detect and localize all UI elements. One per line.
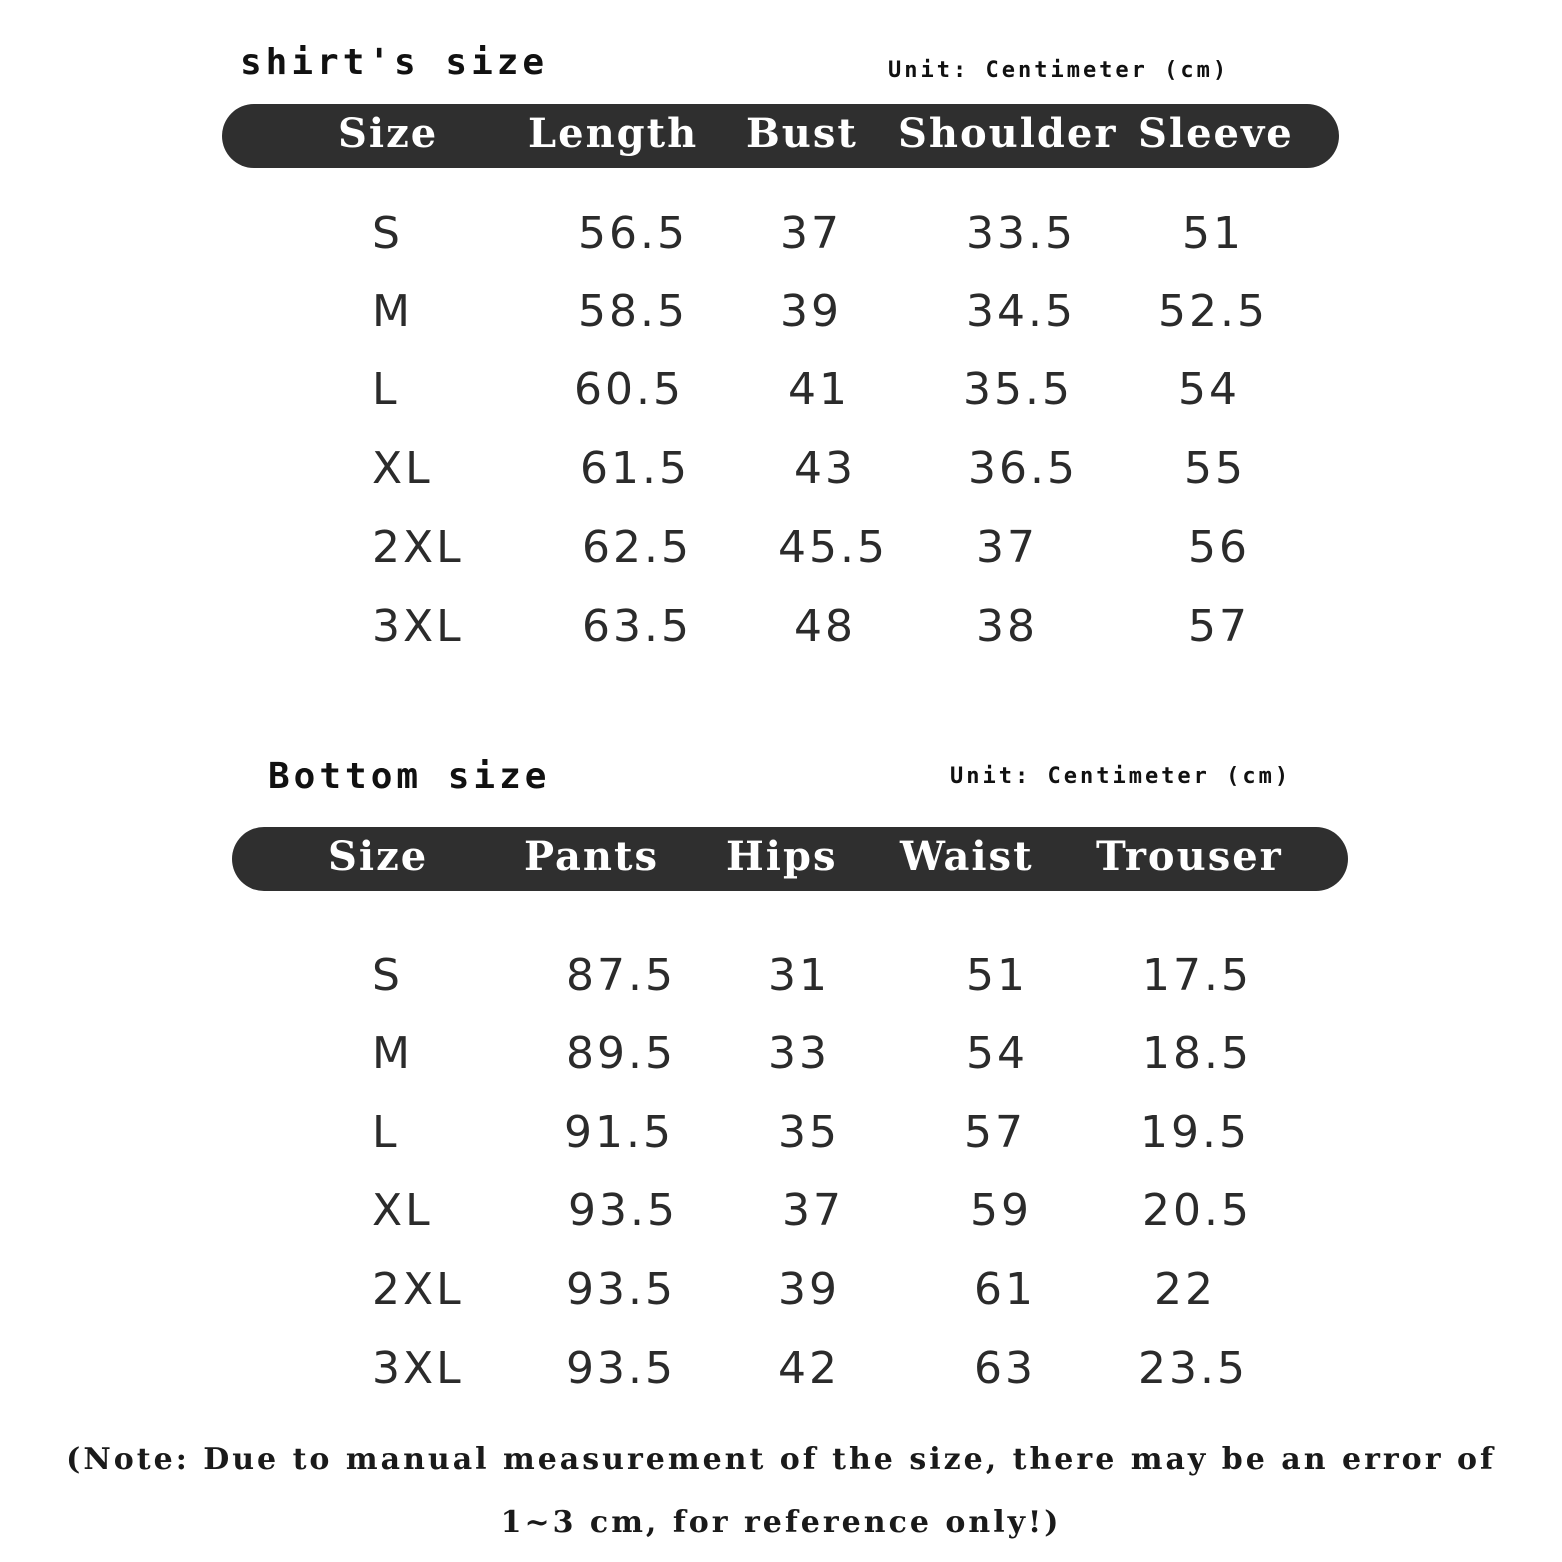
cell-pants: 93.5 [568,1185,678,1236]
table-row [0,1024,1562,1084]
cell-size: 2XL [372,522,464,573]
table-row [0,597,1562,657]
table-row [0,282,1562,342]
cell-length: 63.5 [582,601,692,652]
table-row [0,360,1562,420]
cell-waist: 61 [974,1264,1036,1315]
cell-shoulder: 36.5 [968,443,1078,494]
cell-bust: 43 [794,443,856,494]
table-row [0,1103,1562,1163]
shirt-header-length: Length [528,110,699,157]
cell-size: 3XL [372,1343,464,1394]
table-row [0,1260,1562,1320]
cell-waist: 51 [966,950,1028,1001]
shirt-header-bust: Bust [746,110,858,157]
cell-sleeve: 57 [1188,601,1250,652]
shirt-header-sleeve: Sleeve [1138,110,1294,157]
table-row [0,518,1562,578]
cell-size: L [372,1107,400,1158]
cell-length: 60.5 [574,364,684,415]
cell-shoulder: 35.5 [963,364,1073,415]
cell-hips: 37 [782,1185,844,1236]
cell-trouser: 20.5 [1142,1185,1252,1236]
table-row [0,1181,1562,1241]
cell-sleeve: 51 [1182,208,1244,259]
cell-size: S [372,208,403,259]
cell-size: XL [372,1185,433,1236]
table-row [0,946,1562,1006]
cell-bust: 37 [780,208,842,259]
cell-trouser: 17.5 [1142,950,1252,1001]
cell-waist: 54 [966,1028,1028,1079]
cell-shoulder: 38 [976,601,1038,652]
cell-shoulder: 33.5 [966,208,1076,259]
cell-pants: 89.5 [566,1028,676,1079]
cell-hips: 35 [778,1107,840,1158]
cell-sleeve: 55 [1184,443,1246,494]
table-row [0,204,1562,264]
cell-trouser: 19.5 [1140,1107,1250,1158]
bottom-header-hips: Hips [726,833,838,880]
cell-size: 2XL [372,1264,464,1315]
measurement-note-line-1: (Note: Due to manual measurement of the size, there may be an error of [66,1442,1496,1477]
cell-size: S [372,950,403,1001]
bottom-unit-label: Unit: Centimeter (cm) [950,764,1292,789]
bottom-header-waist: Waist [900,833,1034,880]
cell-bust: 39 [780,286,842,337]
shirt-unit-label: Unit: Centimeter (cm) [888,58,1230,83]
bottom-size-title: Bottom size [268,756,551,797]
cell-hips: 31 [768,950,830,1001]
cell-shoulder: 34.5 [966,286,1076,337]
shirt-size-title: shirt's size [240,42,549,83]
table-row [0,439,1562,499]
shirt-header-shoulder: Shoulder [898,110,1118,157]
cell-hips: 42 [778,1343,840,1394]
cell-trouser: 18.5 [1142,1028,1252,1079]
cell-pants: 91.5 [564,1107,674,1158]
cell-size: M [372,286,413,337]
cell-size: XL [372,443,433,494]
cell-hips: 33 [768,1028,830,1079]
cell-hips: 39 [778,1264,840,1315]
cell-size: M [372,1028,413,1079]
cell-sleeve: 52.5 [1158,286,1268,337]
bottom-header-pants: Pants [524,833,659,880]
shirt-table-header [222,104,1339,168]
cell-shoulder: 37 [976,522,1038,573]
cell-size: L [372,364,400,415]
cell-length: 62.5 [582,522,692,573]
cell-pants: 87.5 [566,950,676,1001]
cell-waist: 57 [964,1107,1026,1158]
cell-sleeve: 54 [1178,364,1240,415]
cell-waist: 63 [974,1343,1036,1394]
cell-length: 61.5 [580,443,690,494]
cell-waist: 59 [970,1185,1032,1236]
cell-trouser: 22 [1154,1264,1216,1315]
cell-length: 56.5 [578,208,688,259]
bottom-table-header [232,827,1348,891]
shirt-header-size: Size [338,110,439,157]
cell-size: 3XL [372,601,464,652]
cell-sleeve: 56 [1188,522,1250,573]
measurement-note-line-2: 1~3 cm, for reference only!) [500,1505,1062,1540]
cell-length: 58.5 [578,286,688,337]
cell-bust: 45.5 [778,522,888,573]
cell-pants: 93.5 [566,1264,676,1315]
table-row [0,1339,1562,1399]
bottom-header-size: Size [328,833,429,880]
cell-pants: 93.5 [566,1343,676,1394]
cell-bust: 41 [788,364,850,415]
cell-bust: 48 [794,601,856,652]
cell-trouser: 23.5 [1138,1343,1248,1394]
bottom-header-trouser: Trouser [1096,833,1283,880]
